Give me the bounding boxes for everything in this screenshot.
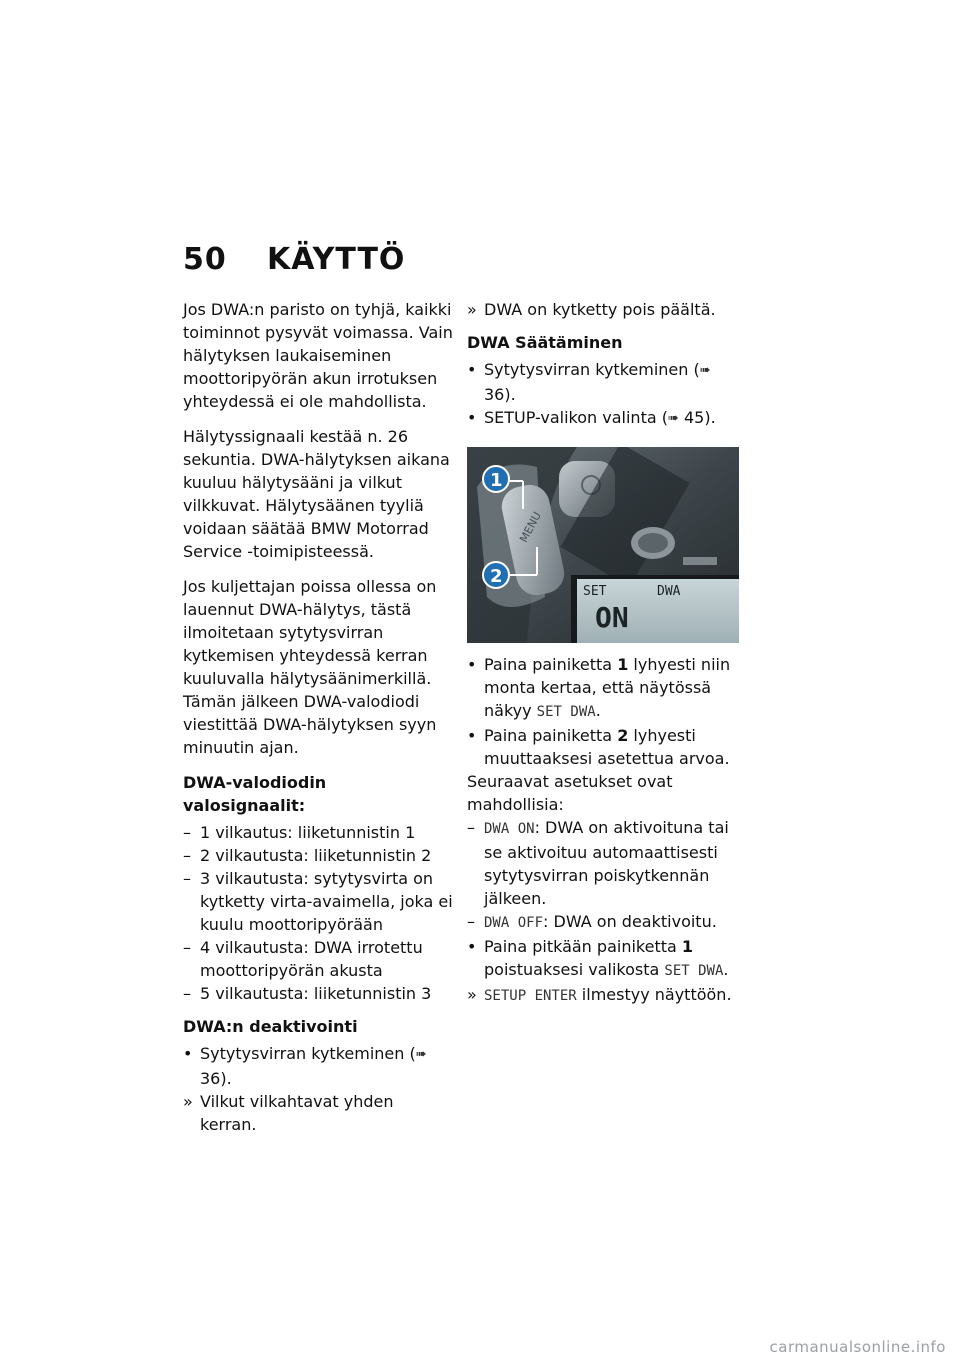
option-dwa-off: – DWA OFF: DWA on deaktivoitu. — [467, 912, 717, 931]
result-marker: » — [183, 1092, 193, 1111]
display-code: DWA OFF — [484, 915, 544, 931]
handlebar-controls-photo — [467, 447, 739, 643]
callout-1-label: 1 — [490, 470, 503, 491]
press-button-2-step: • Paina painiketta 2 lyhyesti muuttaaksesi asetettua arvoa. — [467, 726, 730, 768]
bullet-marker: • — [467, 655, 477, 674]
left-column — [183, 298, 453, 1136]
deactivation-heading: DWA:n deaktivointi — [183, 1017, 358, 1036]
dash-marker: – — [467, 912, 475, 931]
dash-marker: – — [467, 818, 475, 837]
press-button-1-step: • Paina painiketta 1 lyhyesti niin monta kertaa, että näytössä näkyy SET DWA. — [467, 655, 731, 720]
display-code: DWA ON — [484, 821, 535, 837]
result-marker: » — [467, 985, 477, 1004]
handlebar-illustration — [467, 447, 739, 643]
final-result: » SETUP ENTER ilmestyy näyttöön. — [467, 985, 732, 1004]
display-set-text: SET — [583, 584, 607, 599]
setting-heading: DWA Säätäminen — [467, 333, 623, 352]
display-code: SET DWA — [664, 963, 724, 979]
deactivation-result: » Vilkut vilkahtavat yhden kerran. — [183, 1092, 394, 1134]
watermark: carmanualsonline.info — [769, 1338, 946, 1356]
dash-marker: – — [183, 846, 191, 865]
dash-marker: – — [183, 869, 191, 888]
display-code: SETUP ENTER — [484, 988, 577, 1004]
page-header — [183, 242, 405, 277]
bullet-marker: • — [467, 360, 477, 379]
right-column — [467, 298, 737, 1008]
page-reference-arrow-icon: ➠ — [667, 411, 679, 426]
dash-marker: – — [183, 823, 191, 842]
chapter-title: KÄYTTÖ — [267, 242, 406, 277]
setting-step: • SETUP-valikon valinta (➠ 45). — [467, 406, 737, 431]
display-on-text: ON — [595, 601, 629, 634]
led-signal-item: – 4 vilkautusta: DWA irrotettu moottoripyörän akusta — [183, 938, 423, 980]
result-marker: » — [467, 300, 477, 319]
bullet-marker: • — [467, 726, 477, 745]
menu-button-label: MENU — [517, 509, 544, 545]
led-signal-list — [183, 821, 453, 1005]
led-signal-item: – 1 vilkautus: liiketunnistin 1 — [183, 823, 416, 842]
led-signal-item: – 2 vilkautusta: liiketunnistin 2 — [183, 846, 432, 865]
settings-intro: Seuraavat asetukset ovat mahdollisia: — [467, 772, 673, 814]
display-code: SET DWA — [536, 704, 596, 720]
battery-paragraph: Jos DWA:n paristo on tyhjä, kaikki toiminnot pysyvät voimassa. Vain hälytyksen laukaiseminen moottoripyörän akun irrotuksen yhteydessä ei ole mahdollista. — [183, 300, 453, 411]
led-signals-heading: DWA-valodiodin valosignaalit: — [183, 773, 327, 815]
led-signal-item: – 3 vilkautusta: sytytysvirta on kytketty virta-avaimella, joka ei kuulu moottoripyörään — [183, 869, 453, 934]
bullet-marker: • — [183, 1044, 193, 1063]
page-reference-arrow-icon: ➠ — [699, 363, 711, 378]
dash-marker: – — [183, 938, 191, 957]
deactivation-result-top: » DWA on kytketty pois päältä. — [467, 300, 716, 319]
page-reference-arrow-icon: ➠ — [415, 1047, 427, 1062]
option-dwa-on: – DWA ON: DWA on aktivoituna tai se aktivoituu automaattisesti sytytysvirran poiskytkennän jälkeen. — [467, 818, 729, 908]
deactivation-step: • Sytytysvirran kytkeminen (➠ 36). — [183, 1044, 427, 1088]
callout-2-label: 2 — [490, 566, 503, 587]
led-signal-item: – 5 vilkautusta: liiketunnistin 3 — [183, 984, 432, 1003]
display-dwa-text: DWA — [657, 584, 681, 599]
alarm-notification-paragraph: Jos kuljettajan poissa ollessa on lauennut DWA-hälytys, tästä ilmoitetaan sytytysvirran kytkemisen yhteydessä kerran kuuluvalla hälytysäänimerkillä. Tämän jälkeen DWA-valodiodi viestittää DWA-hälytyksen syyn minuutin ajan. — [183, 577, 437, 757]
bullet-marker: • — [467, 408, 477, 427]
bullet-marker: • — [467, 937, 477, 956]
long-press-step: • Paina pitkään painiketta 1 poistuaksesi valikosta SET DWA. — [467, 937, 729, 979]
setting-step: • Sytytysvirran kytkeminen (➠ 36). — [467, 360, 711, 404]
alarm-duration-paragraph: Hälytyssignaali kestää n. 26 sekuntia. DWA-hälytyksen aikana kuuluu hälytysääni ja vilkut vilkkuvat. Hälytysäänen tyyliä voidaan säätää BMW Motorrad Service -toimipisteessä. — [183, 427, 450, 561]
page-number: 50 — [183, 242, 227, 277]
dash-marker: – — [183, 984, 191, 1003]
